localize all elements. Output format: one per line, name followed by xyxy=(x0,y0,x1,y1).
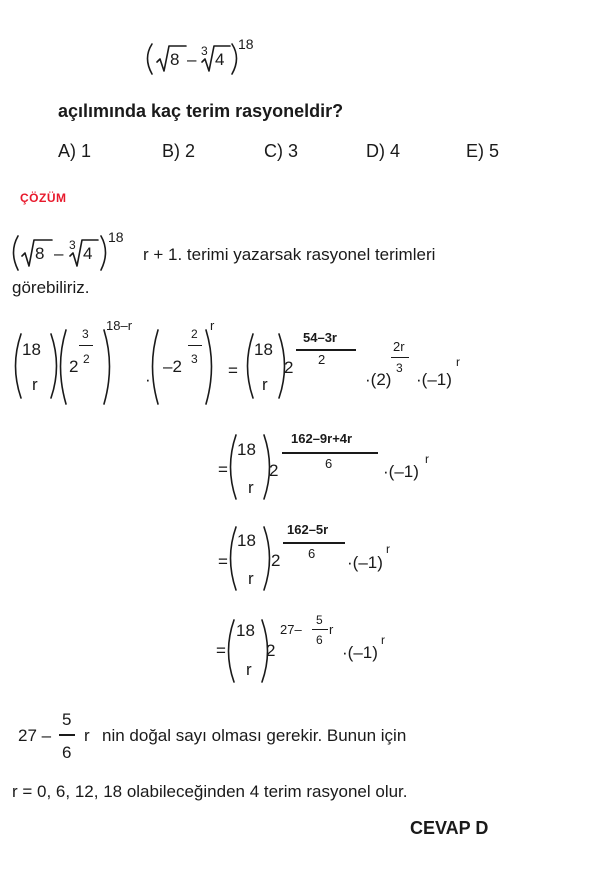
line1-binom-n: 18 xyxy=(22,340,41,359)
line1-equals: = xyxy=(228,361,238,380)
line4-binom-n: 18 xyxy=(236,621,255,640)
line3-binom-k: r xyxy=(248,569,254,588)
question-exponent: 18 xyxy=(238,36,254,52)
line3-binom-n: 18 xyxy=(237,531,256,550)
option-d-letter: D) xyxy=(366,141,385,161)
intro-exponent: 18 xyxy=(108,229,124,245)
line1-dot: · xyxy=(145,370,151,389)
line1-term2-den: 3 xyxy=(396,361,403,375)
conclusion-text: r = 0, 6, 12, 18 olabileceğinden 4 terim rasyonel olur. xyxy=(12,782,408,801)
solution-heading: ÇÖZÜM xyxy=(20,191,67,205)
line4-binom-k: r xyxy=(246,660,252,679)
line2-den: 6 xyxy=(325,456,333,471)
line1-res-binom-n: 18 xyxy=(254,340,273,359)
line4-exp-suffix: r xyxy=(329,622,334,637)
line1-term2-num: 2r xyxy=(393,339,405,354)
line2-tail: ·(–1) xyxy=(383,462,419,481)
line2-binom-k: r xyxy=(248,478,254,497)
line1-res-base: 2 xyxy=(284,358,294,377)
option-a-letter: A) xyxy=(58,141,76,161)
cond-text: nin doğal sayı olması gerekir. Bunun için xyxy=(102,726,407,745)
line1-exp1-den: 2 xyxy=(83,352,90,366)
intro-minus: – xyxy=(54,244,64,263)
line4-equals: = xyxy=(216,641,226,660)
option-c-value: 3 xyxy=(288,141,299,161)
line1-res-den: 2 xyxy=(318,352,326,367)
line3-den: 6 xyxy=(308,546,316,561)
line3-equals: = xyxy=(218,552,228,571)
cond-bar xyxy=(59,734,75,736)
line4-exp-prefix: 27– xyxy=(280,622,302,637)
option-c-letter: C) xyxy=(264,141,283,161)
line4-tail: ·(–1) xyxy=(342,643,378,662)
intro-root-index: 3 xyxy=(69,238,76,252)
option-a-value: 1 xyxy=(81,141,92,161)
line3-base: 2 xyxy=(271,551,281,570)
cond-suffix: r xyxy=(84,726,90,745)
cond-num: 5 xyxy=(62,710,72,729)
line1-exp2-den: 3 xyxy=(191,352,198,366)
question-minus: – xyxy=(187,50,197,69)
line2-equals: = xyxy=(218,460,228,479)
question-cbrt-radicand: 4 xyxy=(215,50,225,69)
option-b-value: 2 xyxy=(185,141,196,161)
option-b-letter: B) xyxy=(162,141,180,161)
line1-term3: ·(–1) xyxy=(416,370,452,389)
option-d-value: 4 xyxy=(390,141,401,161)
option-e-value: 5 xyxy=(489,141,500,161)
line2-tail-exp: r xyxy=(425,452,429,466)
intro-sqrt-radicand: 8 xyxy=(35,244,45,263)
line1-exp2-num: 2 xyxy=(191,327,198,341)
line4-base: 2 xyxy=(266,641,276,660)
line1-outer-exp1: 18–r xyxy=(106,318,133,333)
line1-term3-exp: r xyxy=(456,355,460,369)
line4-exp-bar xyxy=(312,629,328,630)
line2-num: 162–9r+4r xyxy=(291,431,353,446)
line4-exp-num: 5 xyxy=(316,613,323,627)
intro-text-line2: görebiliriz. xyxy=(12,278,90,297)
line1-exp1-num: 3 xyxy=(82,327,89,341)
intro-text-line1: r + 1. terimi yazarsak rasyonel terimleri xyxy=(143,245,436,264)
question-root-index: 3 xyxy=(201,44,208,58)
line2-binom-n: 18 xyxy=(237,440,256,459)
line3-num: 162–5r xyxy=(287,522,329,537)
line1-base1: 2 xyxy=(69,357,79,376)
line3-tail-exp: r xyxy=(386,542,390,556)
line1-res-binom-k: r xyxy=(262,375,268,394)
line2-base: 2 xyxy=(269,461,279,480)
cond-den: 6 xyxy=(62,743,72,762)
question-sqrt-radicand: 8 xyxy=(170,50,180,69)
line4-exp-den: 6 xyxy=(316,633,323,647)
line1-outer-exp2: r xyxy=(210,318,215,333)
intro-cbrt-radicand: 4 xyxy=(83,244,93,263)
line4-tail-exp: r xyxy=(381,633,385,647)
line1-term2: ·(2) xyxy=(365,370,392,389)
line1-res-num: 54–3r xyxy=(303,330,337,345)
cond-prefix: 27 – xyxy=(18,726,52,745)
answer-label: CEVAP D xyxy=(410,818,489,838)
question-text: açılımında kaç terim rasyoneldir? xyxy=(58,101,344,121)
option-e-letter: E) xyxy=(466,141,484,161)
line1-binom-k: r xyxy=(32,375,38,394)
line1-base2: –2 xyxy=(163,357,182,376)
line3-tail: ·(–1) xyxy=(347,553,383,572)
